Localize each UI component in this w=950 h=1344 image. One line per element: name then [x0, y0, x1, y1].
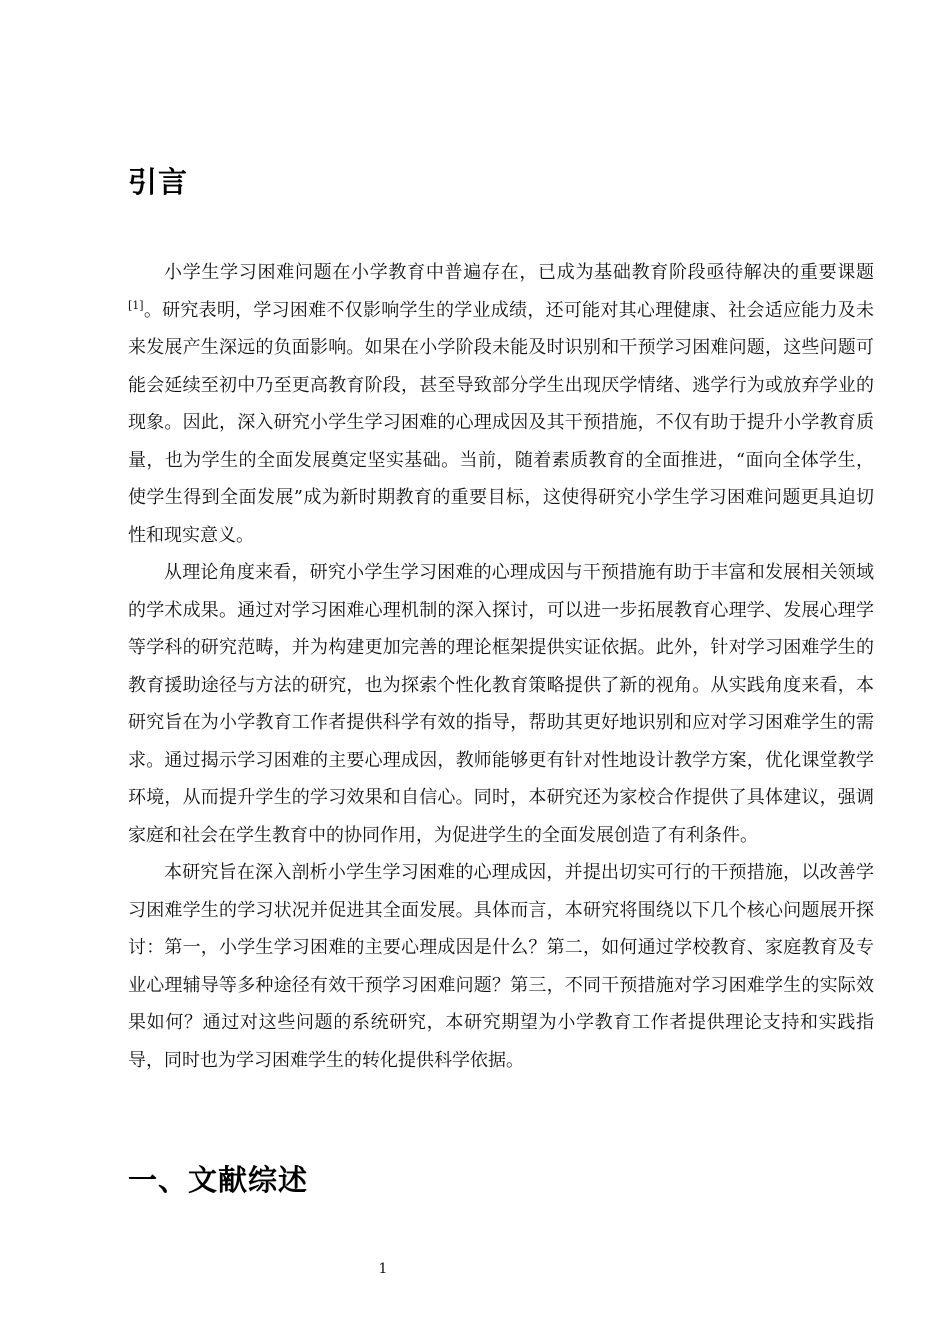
page-number: 1: [378, 1261, 388, 1277]
literature-review-heading: 一、文献综述: [128, 1163, 309, 1197]
paragraph-1-text-start: 小学生学习困难问题在小学教育中普遍存在，已成为基础教育阶段亟待解决的重要课题: [164, 262, 874, 283]
intro-paragraph-1: [128, 254, 874, 554]
intro-body: [128, 254, 874, 1079]
paragraph-1-text-end: 。研究表明，学习困难不仅影响学生的学业成绩，还可能对其心理健康、社会适应能力及未来发展产生深远的负面影响。如果在小学阶段未能及时识别和干预学习困难问题，这些问题可能会延续至初中乃至更高教育阶段，甚至导致部分学生出现厌学情绪、逃学行为或放弃学业的现象。因此，深入研究小学生学习困难的心理成因及其干预措施，不仅有助于提升小学教育质量，也为学生的全面发展奠定坚实基础。当前，随着素质教育的全面推进，“面向全体学生，使学生得到全面发展”成为新时期教育的重要目标，这使得研究小学生学习困难问题更具迫切性和现实意义。: [128, 299, 874, 546]
citation-reference[interactable]: [1]: [128, 298, 144, 312]
intro-heading: 引言: [128, 165, 189, 199]
intro-paragraph-2: 从理论角度来看，研究小学生学习困难的心理成因与干预措施有助于丰富和发展相关领域的学术成果。通过对学习困难心理机制的深入探讨，可以进一步拓展教育心理学、发展心理学等学科的研究范畴，并为构建更加完善的理论框架提供实证依据。此外，针对学习困难学生的教育援助途径与方法的研究，也为探索个性化教育策略提供了新的视角。从实践角度来看，本研究旨在为小学教育工作者提供科学有效的指导，帮助其更好地识别和应对学习困难学生的需求。通过揭示学习困难的主要心理成因，教师能够更有针对性地设计教学方案，优化课堂教学环境，从而提升学生的学习效果和自信心。同时，本研究还为家校合作提供了具体建议，强调家庭和社会在学生教育中的协同作用，为促进学生的全面发展创造了有利条件。: [128, 562, 874, 846]
intro-paragraph-3: 本研究旨在深入剖析小学生学习困难的心理成因，并提出切实可行的干预措施，以改善学习困难学生的学习状况并促进其全面发展。具体而言，本研究将围绕以下几个核心问题展开探讨：第一，小学生学习困难的主要心理成因是什么？第二，如何通过学校教育、家庭教育及专业心理辅导等多种途径有效干预学习困难问题？第三，不同干预措施对学习困难学生的实际效果如何？通过对这些问题的系统研究，本研究期望为小学教育工作者提供理论支持和实践指导，同时也为学习困难学生的转化提供科学依据。: [128, 862, 874, 1071]
